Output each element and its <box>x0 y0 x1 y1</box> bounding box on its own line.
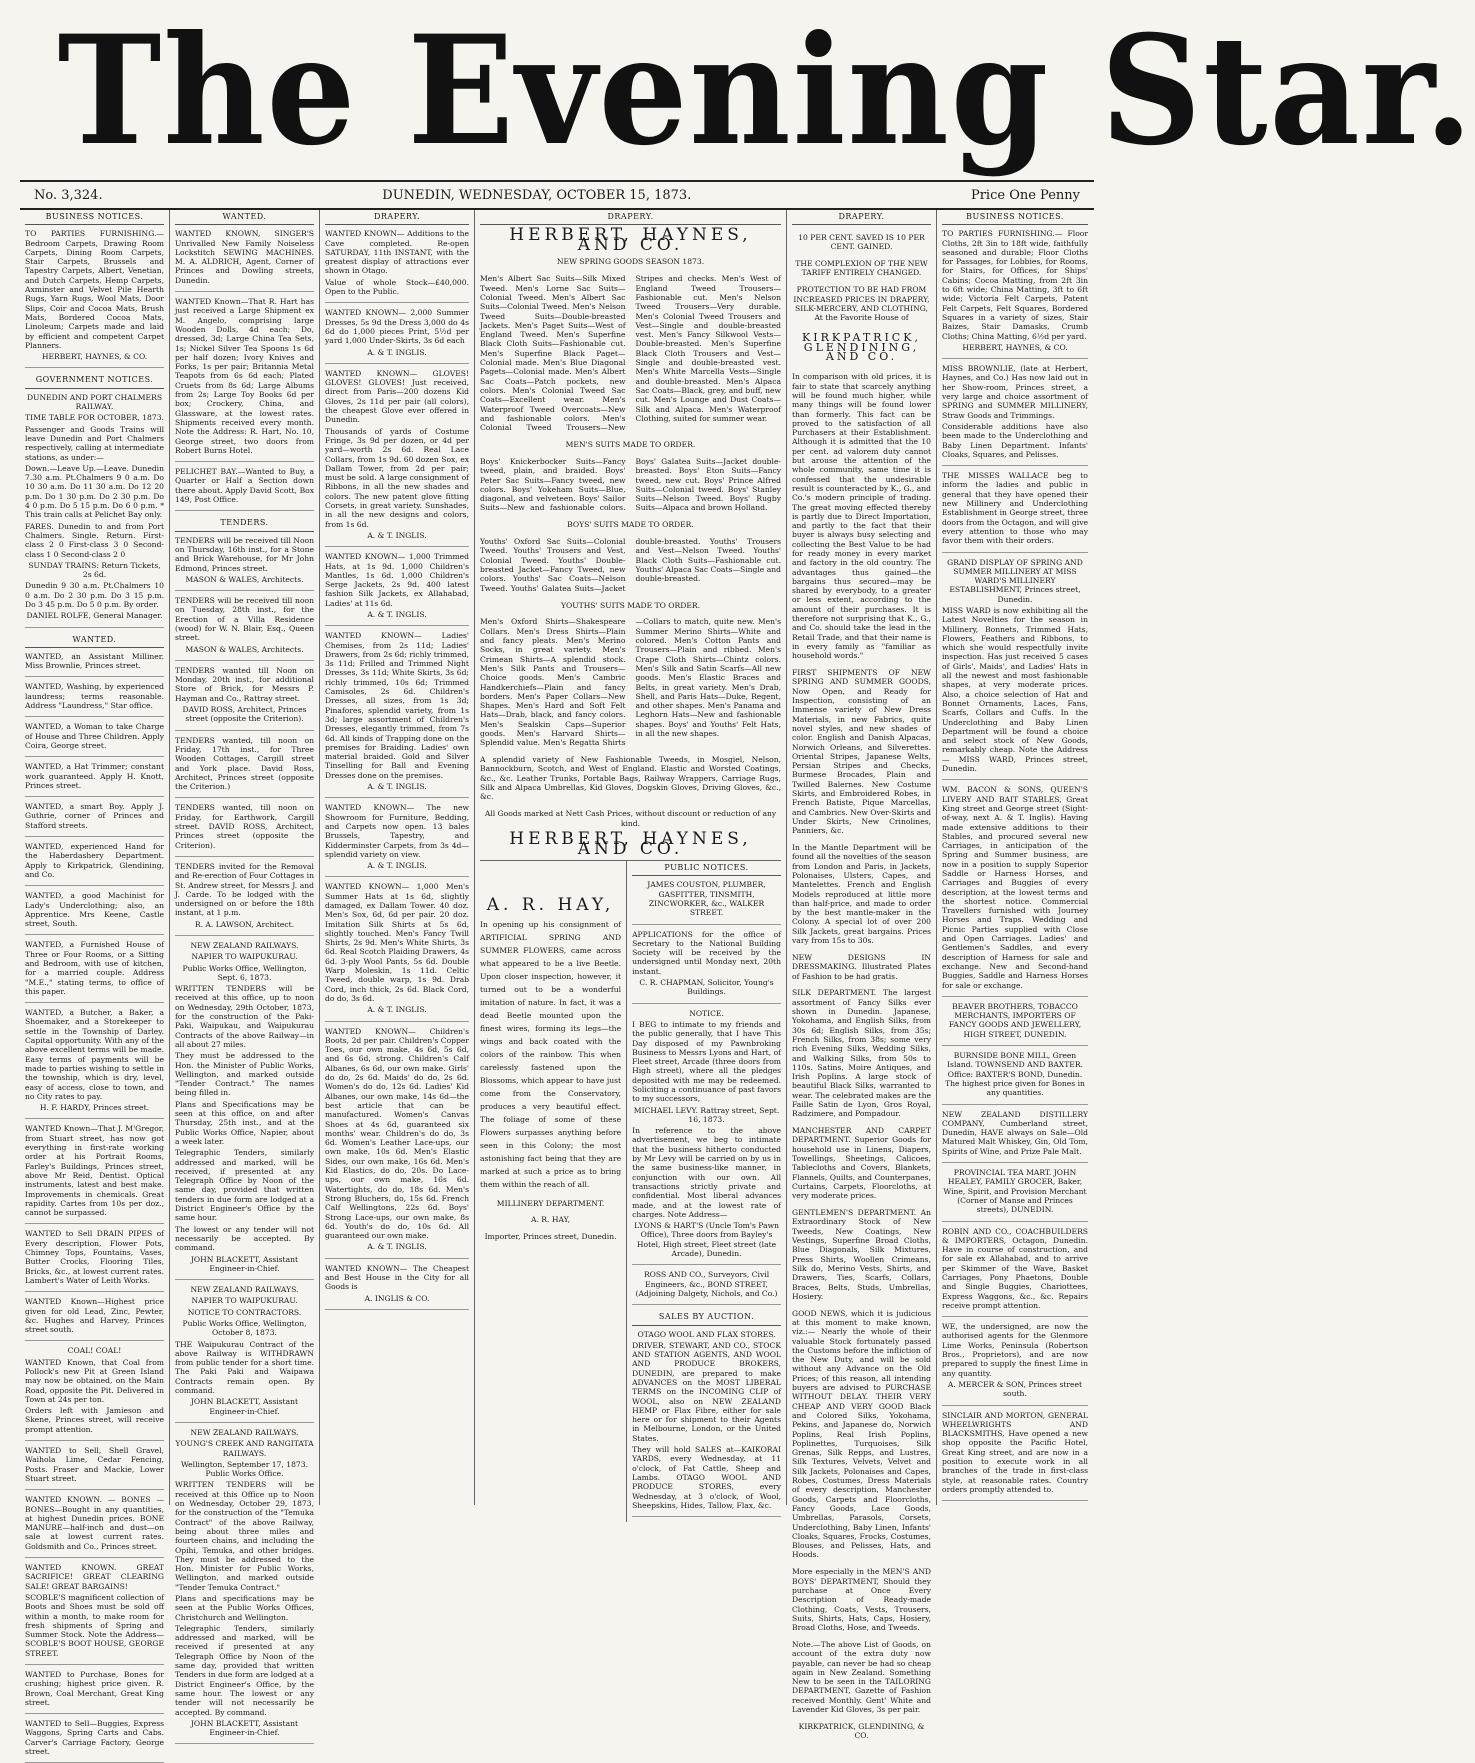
firm-name: HERBERT, HAYNES, AND CO. <box>509 225 752 255</box>
public-notices <box>627 861 781 1522</box>
ad-signature: MICHAEL LEVY. Rattray street, Sept. 16, 1873. <box>633 1105 780 1124</box>
ad-text: WANTED, Washing, by experienced laundress; terms reasonable. Address "Laundress," Star office. <box>25 682 164 711</box>
ad <box>325 552 469 626</box>
ad-text: WANTED, a Woman to take Charge of House and Three Children. Apply Coira, George street. <box>25 722 164 750</box>
masthead <box>20 3 1475 179</box>
ad <box>175 736 314 799</box>
ad-signature: JOHN BLACKETT, Assistant Engineer-in-Chief. <box>190 1254 299 1273</box>
ad-signature: H. F. HARDY, Princes street. <box>39 1103 150 1113</box>
ad <box>25 1124 164 1224</box>
ad-title: DUNEDIN AND PORT CHALMERS RAILWAY. <box>26 392 163 412</box>
section-heading: WANTED. <box>175 210 314 225</box>
ad <box>942 229 1088 359</box>
ad-text: SINCLAIR AND MORTON, GENERAL WHEELWRIGHTS AND BLACKSMITHS, Have opened a new shop opposite the Pacific Hotel, Great King street, and are now in a position to execute work in all branches of the trade in first-class style, at reasonable rates. Country orders promptly attended to. <box>942 1410 1088 1494</box>
lower-split <box>480 860 781 1522</box>
ad-signature: A. & T. INGLIS. <box>367 609 427 619</box>
ad-signature: JOHN BLACKETT, Assistant Engineer-in-Chief. <box>190 1718 299 1738</box>
ad <box>175 229 314 292</box>
ad-title: NOTICE. <box>689 1008 724 1018</box>
ad-text: WRITTEN TENDERS will be received at this office, up to noon on Wednesday, 29th October, 1873, for the construction of the Paki-Paki, Waipukau, and Waipukurau Contracts of the above Railway—in all about 27 miles. <box>175 984 314 1049</box>
ad-text: WANTED KNOWN. GREAT SACRIFICE! GREAT CLEARING SALE! GREAT BARGAINS! <box>25 1563 164 1591</box>
ad-text: TO PARTIES FURNISHING.— Floor Cloths, 2ft 3in to 18ft wide, faithfully seasoned and durable; Floor Cloths for Passages, for Lobbies, for Rooms, for Stairs, for Offices, for Ships' Cabins; Cocoa Matting, from 2ft 3in to 6ft wide; China Matting, 3ft to 6ft wide; Victoria Felt Carpets, Patent Felt Carpets, Felt Squares, Bordered Squares in a variety of sizes, Stair Baizes, Stair Damasks, Crumb Cloths; China Matting, 6½d per yard. <box>942 229 1088 341</box>
ad-text: WANTED Known—Highest price given for old Lead, Zinc, Pewter, &c. Hughes and Harvey, Princes street south. <box>25 1297 164 1335</box>
ad-text: TO PARTIES FURNISHING.— Bedroom Carpets, Drawing Room Carpets, Dining Room Carpets, Stair Carpets, Brussels and Tapestry Carpets, Albert, Venetian, and Dutch Carpets, Hemp Carpets, Axminster and Velvet Pile Hearth Rugs, Yarn Rugs, Wool Mats, Door Slips, Coir and Cocoa Mats, Brush Mats, Bordered Cocoa Mats, Linoleum; Carpets made and laid by efficient and competent Carpet Planners. <box>25 229 164 350</box>
ad-text: FARES. Dunedin to and from Port Chalmers. Single. Return. First-class 2 0 First-class 3 0 Second-class 1 0 Second-class 2 0 <box>25 521 164 559</box>
ad-text: THE Waipukurau Contract of the above Railway is WITHDRAWN from public tender for a short time. The Paki Paki and Waipawa Contracts remain open. By command. <box>175 1339 314 1396</box>
ad-text: WANTED, a Furnished House of Three or Four Rooms, or a Sitting and Bedroom, with use of kitchen, for a married couple. Address "M.E.," stating terms, to office of this paper. <box>25 940 164 996</box>
ad-text: WANTED, a smart Boy. Apply J. Guthrie, corner of Princes and Stafford streets. <box>25 802 164 830</box>
ad-text: Wellington, September 17, 1873. Public Works Office. <box>181 1459 308 1479</box>
ad <box>25 1229 164 1292</box>
ad <box>942 1322 1088 1405</box>
ad-text: Public Works Office, Wellington, October 8, 1873. <box>182 1318 307 1338</box>
ad-text: Dunedin 9 30 a.m. Pt.Chalmers 10 0 a.m. Do 2 30 p.m. Do 3 15 p.m. Do 3 45 p.m. Do 5 0 p.m. By order. <box>25 581 164 609</box>
ad-text: WANTED KNOWN— 1,000 Men's Summer Hats at 1s 6d, slightly damaged, ex Dallam Tower. 40 doz. Men's Sox, 6d, 6d per pair. 20 doz. Imitation Silk Shirts at 5s 6d, slightly touched. Men's Fancy Twill Shirts, 2s 9d. Men's White Shirts, 3s 6d. Real Scotch Plaiding Drawers, 4s 6d. 3-ply Wool Pants, 5s 6d. Double Warp Moleskin, 1s 11d. Celtic Tweed, double warp, 1s 9d. Drab Cord, inch thick, 2s 6d. Black Cord, do do, 3s 6d. <box>325 882 469 1003</box>
ad <box>325 1264 469 1310</box>
ad-text: They will hold SALES at—KAIKORAI YARDS, every Wednesday, at 11 o'clock, of Fat Cattle, Sheep and Lambs. OTAGO WOOL AND PRODUCE STORES, every Wednesday, at 3 o'clock, of Wool, Sheepskins, Hides, Tallow, Flax, &c. <box>632 1445 781 1510</box>
subheading: BOYS' SUITS MADE TO ORDER. <box>567 520 694 530</box>
ad <box>325 369 469 547</box>
ad-title: COAL! COAL! <box>67 1346 122 1356</box>
ad-text: TENDERS invited for the Removal and Re-erection of Four Cottages in St. Andrew street, for Messrs J. and J. Carde. To be lodged with the undersigned on or before the 18th instant, at 1 p.m. <box>175 861 314 918</box>
ad <box>25 229 164 368</box>
ad <box>175 1428 314 1745</box>
ad-text: FIRST SHIPMENTS OF NEW SPRING AND SUMMER GOODS, Now Open, and Ready for Inspection, consisting of an Immense variety of New Dress Materials, in new Fabrics, quite novel styles, and new shades of color. English and Danish Alpacas, Norwich Orleans, and Silverettes. Oriental Stripes, Japanese Welts, Persian Stripes and Checks, Burmese Brocades, Plain and Twilled Balernes. New Costume Skirts, and Embroidered Robes, in French Batiste, Pique Marcellas, and Cambrics. New Over-Skirts and Under Skirts, New Crinolines, Panniers, &c. <box>792 668 931 836</box>
hay-title: A. R. HAY, <box>486 895 615 916</box>
ad-text: In reference to the above advertisement, we beg to intimate that the business hitherto conducted by Mr Levy will be carried on by us in the same business-like manner, in conjunction with our own. All transactions strictly private and confidential. Most liberal advances made, and at the lowest rate of charges. Note Address— <box>632 1126 781 1219</box>
ad-text: WANTED KNOWN— Additions to the Cave completed. Re-open SATURDAY, 11th INSTANT, with the greatest display of attractions ever shown in Otago. <box>325 229 469 276</box>
section-heading: WANTED. <box>25 633 164 648</box>
ad-text: Value of whole Stock—£40,000. Open to the Public. <box>325 277 469 297</box>
column-wanted-tenders <box>170 210 320 1738</box>
ad-text: MANCHESTER AND CARPET DEPARTMENT. Superior Goods for household use in Linens, Diapers, Towellings, Sheetings, Calicoes, Tablecloths and Covers, Blankets, Flannels, Quilts, and Counterpanes, Curtains, Carpets, Floorcloths, at very moderate prices. <box>792 1126 931 1201</box>
hay-ad <box>480 861 627 1522</box>
ad-text: WANTED KNOWN— Ladies' Chemises, from 2s 11d; Ladies' Drawers, from 2s 6d; richly trimmed, 3s 11d; Frilled and Trimmed Night Dresses, 3s 11d; White Skirts, 3s 6d; richly trimmed, 10s 6d; Trimmed Camisoles, 2s 6d. Children's Dresses, all sizes, from 1s 3d; Pinafores, splendid variety, from 1s 3d; large assortment of Children's Dresses, elegantly trimmed, from 7s 6d. All kinds of Trapping done on the premises for Braiding. Ladies' own material braided. Gold and Silver Tinselling for Ball and Evening Dresses done on the premises. <box>325 631 469 780</box>
ad-text: They must be addressed to the Hon. the Minister of Public Works, Wellington, and marked outside "Tender Contract." The names being filled in. <box>175 1051 314 1098</box>
ad <box>632 1009 781 1266</box>
ad <box>325 1027 469 1259</box>
ad-text: WM. BACON & SONS, QUEEN'S LIVERY AND BAIT STABLES, Great King street and George street (Sight-of-way, next A. & T. Inglis). Having made extensive additions to their Stables, and procured several new Carriages, in anticipation of the Spring and Summer business, are now in a position to supply Superior Saddle or Harness Horses, and Carriages and Buggies of every description, at the lowest terms and the shortest notice. Commercial Travellers furnished with Journey Horses and Traps. Wedding and Picnic Parties supplied with Close and Open Carriages. Ladies' and Gentlemen's Saddles, and every description of Harness for sale and exchange. New and Second-hand Buggies, Saddle and Harness Horses for sale or exchange. <box>942 785 1088 990</box>
section-heading: DRAPERY. <box>480 210 781 225</box>
ad <box>25 1719 164 1763</box>
ad <box>325 308 469 363</box>
ad <box>175 803 314 856</box>
ad-signature: MASON & WALES, Architects. <box>185 644 304 654</box>
issue-number: No. 3,324. <box>34 187 103 203</box>
subheading: MEN'S SUITS MADE TO ORDER. <box>565 440 696 450</box>
mens-list: Men's Albert Sac Suits—Silk Mixed Tweed. Men's Lorne Sac Suits—Colonial Tweed. Men's Albert Sac Suits—Colonial Tweed. Men's Nelson Tweed Suits—Double-breasted Jackets. Men's Paget Suits—West of England Tweed. Men's Superfine Black Cloth Suits—Fashionable cut. Men's Superfine Black Paget—Colonial made. Men's Blue Diagonal Pagets—Colonial made. Men's Albert Sac Coats—Patch pockets, new colors. Men's Colonial Tweed Sac Coats—Excellent wear. Men's Waterproof Tweed Overcoats—New and fashionable colors. Men's Colonial Tweed Trousers—New Stripes and checks. Men's West of England Tweed Trousers—Fashionable cut. Men's Nelson Tweed Trousers—Very durable. Men's Colonial Tweed Trousers and Vest—Single and double-breasted vest. Men's Fancy Silkwool Vests—Double-breasted. Men's Superfine Black Cloth Trousers and Vest—Single and double-breasted vest. Men's White Marcella Vests—Single and double-breasted. Men's Alpaca Sac Coats—Black, grey, and buff, new cut. Men's Lounge and Dust Coats—Silk and Alpaca. Men's Waterproof Clothing, suited for summer wear. <box>480 274 781 433</box>
ad-text: Down.—Leave Up.—Leave. Dunedin 7.30 a.m. Pt.Chalmers 9 0 a.m. Do 10 30 a.m. Do 11 30 a.m. Do 12 20 p.m. Do 1 30 p.m. Do 2 30 p.m. Do 4 0 p.m. Do 5 15 p.m. Do 6 0 p.m. * This train calls at Pelichet Bay only. <box>25 463 164 520</box>
ad <box>25 1297 164 1341</box>
ad-signature: A. & T. INGLIS. <box>367 1005 427 1015</box>
hay-text: In opening up his consignment of ARTIFICIAL SPRING AND SUMMER FLOWERS, came across what appeared to be a live Beetle. Upon closer inspection, however, it turned out to be a wonderful imitation of nature. In fact, it was a dead Beetle mounted upon the finest wires, forming its legs—the wings and back coated with the colors of the rainbow. This when carelessly fastened upon the Blossoms, which appear to have just come from the Conservatory, produces a very beautiful effect. The foliage of some of these Flowers surpasses anything before seen in this Colony; the most astonishing fact being that they are marked at such a price as to bring them within the reach of all. <box>480 919 622 1189</box>
ad <box>175 467 314 511</box>
ad <box>632 880 781 924</box>
ad <box>25 891 164 935</box>
ad-text: JAMES COUSTON, PLUMBER, GASFITTER, TINSMITH, ZINCWORKER, &c., WALKER STREET. <box>647 880 766 918</box>
section-heading: TENDERS. <box>175 516 314 531</box>
ad-text: WANTED, an Assistant Milliner. Miss Brownlie, Princes street. <box>25 651 164 671</box>
column-drapery-kirkpatrick <box>787 210 937 1741</box>
ad-text: Telegraphic Tenders, similarly addressed and marked, will be received if presented at any Telegraph Office by Noon of the same day, provided that written Tenders in due form are lodged at a District Engineer's Office, by the same hour. The lowest or any tender will not necessarily be accepted. By command. <box>175 1623 314 1717</box>
ad <box>25 842 164 886</box>
ad <box>325 631 469 798</box>
hay-addr: Importer, Princes street, Dunedin. <box>484 1232 617 1242</box>
ad-text: Telegraphic Tenders, similarly addressed and marked, will be received, if presented at any Telegraph Office by Noon of the same day, provided that written tenders in due form are lodged at a District Engineer's Office by the same hour. <box>175 1148 314 1223</box>
firm-name: KIRKPATRICK, GLENDINING, AND CO. <box>802 331 921 364</box>
ad-text: Note.—The above List of Goods, on account of the extra duty now payable, can never be had so cheap again in New Zealand. Something New to be seen in the TAILORING DEPARTMENT, Gazette of Fashion received Monthly. Gent' White and Lavender Kid Gloves, 3s per pair. <box>792 1639 931 1715</box>
ad-text: NEW ZEALAND DISTILLERY COMPANY, Cumberland street, Dunedin, HAVE always on Sale—Old Matured Malt Whiskey, Gin, Old Tom, Spirits of Wine, and Prize Pale Malt. <box>942 1109 1088 1156</box>
ad-text: BEAVER BROTHERS, TOBACCO MERCHANTS, IMPORTERS OF FANCY GOODS AND JEWELLERY, HIGH STREET, DUNEDIN. <box>948 1001 1082 1039</box>
ad <box>175 1285 314 1423</box>
railway-timetable <box>25 393 164 628</box>
ad <box>25 682 164 717</box>
ad <box>942 1002 1088 1046</box>
ad-text: SUNDAY TRAINS: Return Tickets, 2s 6d. <box>28 560 161 580</box>
ad-signature: A. & T. INGLIS. <box>367 530 427 540</box>
section-heading: DRAPERY. <box>792 210 931 225</box>
ad-title: OTAGO WOOL AND FLAX STORES. <box>637 1329 776 1339</box>
ad <box>942 1110 1088 1163</box>
ad-signature: A. & T. INGLIS. <box>367 1242 427 1252</box>
ad-text: WANTED to Sell, Shell Gravel, Waihola Lime, Cedar Fencing, Posts. Fraser and Mackie, Lower Stuart street. <box>25 1446 164 1483</box>
ad <box>25 762 164 797</box>
section-heading: GOVERNMENT NOTICES. <box>25 373 164 388</box>
column-business-notices-right <box>937 210 1093 1505</box>
ad-subtitle: NAPIER TO WAIPUKURAU. <box>191 1296 298 1306</box>
ad-signature: JOHN BLACKETT, Assistant Engineer-in-Chief. <box>190 1397 299 1416</box>
ad-signature: MASON & WALES, Architects. <box>185 574 304 584</box>
ad-text: THE MISSES WALLACE beg to inform the ladies and public in general that they have opened their new Millinery and Underclothing Establishment in George street, three doors from the Octagon, and will give every attention to those who may favor them with their orders. <box>942 471 1088 546</box>
section-heading: DRAPERY. <box>325 210 469 225</box>
ad-text: ROSS AND CO., Surveyors, Civil Engineers, &c., BOND STREET, (Adjoining Dalgety, Nichols, and Co.) <box>635 1270 778 1298</box>
ad-text: PROVINCIAL TEA MART. JOHN HEALEY, FAMILY GROCER, Baker, Wine, Spirit, and Provision Merchant (Corner of Manse and Princes streets), DUNEDIN. <box>943 1168 1087 1215</box>
ad-text: 10 PER CENT. SAVED IS 10 PER CENT. GAINED. <box>798 232 925 252</box>
ad <box>175 862 314 936</box>
tweeds-text: A splendid variety of New Fashionable Tweeds, in Mosgiel, Nelson, Bannockburn, Scotch, and West of England. Elastic and Worsted Coatings, &c., &c. Leather Trunks, Portable Bags, Railway Wrappers, Carriage Rugs, Silk and Alpaca Umbrellas, Kid Gloves, Dogskin Gloves, Driving Gloves, &c., &c. <box>480 755 781 802</box>
ad-title: NEW ZEALAND RAILWAYS. <box>190 1427 299 1437</box>
ad-text: WANTED KNOWN— 1,000 Trimmed Hats, at 1s 9d. 1,000 Children's Mantles, 1s 6d. 1,000 Children's Serge Jackets, 2s 9d. 400 latest fashion Silk Jackets, ex Allahabad, Ladies' at 11s 6d. <box>325 552 469 608</box>
price: Price One Penny <box>970 187 1080 203</box>
ad-text: MISS WARD is now exhibiting all the Latest Novelties for the season in Millinery, Bonnets, Trimmed Hats, Flowers, Feathers and Ribbons, to which she would respectfully invite inspection. Has just received 5 cases of Girls', Maids', and Ladies' Hats in all the newest and most fashionable shapes, at very moderate prices. Also, a choice selection of Hat and Bonnet Ornaments, Laces, Fans, Scarfs, Collars and Cuffs. In the Underclothing and Baby Linen Department will be found a choice and select stock of New Goods, remarkably cheap. Note the Address— MISS WARD, Princes street, Dunedin. <box>942 605 1088 774</box>
ad-text: WANTED Known—That J. M'Gregor, from Stuart street, has now got everything in first-rate working order at his Portrait Rooms, Farley's Buildings, Princes street, above Mr Reid, Dentist. Optical instruments, latest and best make. Improvements in chemicals. Great rapidity. Cartes from 10s per doz., cannot be surpassed. <box>25 1124 164 1218</box>
ad-text: WANTED KNOWN— The Cheapest and Best House in the City for all Goods is <box>325 1263 469 1292</box>
ad-text: ROBIN AND CO., COACHBUILDERS & IMPORTERS, Octagon, Dunedin. Have in course of construction, and for sale ex Allahabad, and to arrive per Skimmer of the Wave, Basket Carriages, Pony Phaetons, Double and Single Buggies, Chariottees, Express Waggons, &c., &c. Repairs receive prompt attention. <box>942 1226 1088 1310</box>
ad-text: TENDERS wanted, till noon on Friday, for Earthwork, Cargill street. DAVID ROSS, Architect, Princes street (opposite the Criterion). <box>175 803 314 850</box>
ad-title: NEW ZEALAND RAILWAYS. <box>190 941 299 950</box>
ad-text: WANTED KNOWN— The new Showroom for Furniture, Bedding, and Carpets now open. 13 bales Brussels, Tapestry, and Kidderminster Carpets, from 3s 4d—splendid variety on view. <box>325 803 469 859</box>
ad <box>632 1330 781 1518</box>
column-business-notices <box>20 210 170 1757</box>
ad-text: WANTED KNOWN— 2,000 Summer Dresses, 5s 9d the Dress 3,000 do 4s 6d do 1,000 pieces Print, 5½d per yard 1,000 Under-Skirts, 3s 6d each <box>325 308 469 346</box>
column-drapery-inglis <box>320 210 475 1505</box>
ad <box>942 1168 1088 1221</box>
ad-signature: R. A. LAWSON, Architect. <box>194 919 295 929</box>
section-heading: BUSINESS NOTICES. <box>25 210 164 225</box>
ad-text: WANTED KNOWN, SINGER'S Unrivalled New Family Noiseless Lockstitch SEWING MACHINES. M. A. ALDRICH, Agent, Corner of Princes and Dowling streets, Dunedin. <box>175 229 314 285</box>
ad-text: WANTED, a Hat Trimmer; constant work guaranteed. Apply H. Knott, Princes street. <box>25 762 164 790</box>
ad-text: PROTECTION TO BE HAD FROM INCREASED PRICES IN DRAPERY, SILK-MERCERY, AND CLOTHING, At the Favorite House of <box>793 285 930 323</box>
ad-signature: A. & T. INGLIS. <box>367 782 427 792</box>
ad-text: APPLICATIONS for the office of Secretary to the National Building Society will be received by the undersigned until Monday next, 20th instant. <box>632 929 781 976</box>
ad-text: WANTED KNOWN. — BONES — BONES—Bought in any quantities, at highest Dunedin prices. BONE MANURE—half-inch and dust—on sale at lowest current rates. Goldsmith and Co., Princes street. <box>25 1495 164 1551</box>
ad <box>25 1346 164 1441</box>
ad <box>25 1495 164 1558</box>
ad-signature: A. & T. INGLIS. <box>367 861 427 871</box>
ad <box>942 1051 1088 1104</box>
ad-text: More especially in the MEN'S AND BOYS' DEPARTMENT, Should they purchase at Once Every Description of Ready-made Clothing, Coats, Vests, Trousers, Suits, Shirts, Hats, Caps, Hosiery, Broad Cloths, Hose, and Tweeds. <box>792 1567 931 1633</box>
ad-text: I BEG to intimate to my friends and the public generally, that I have This Day disposed of my Pawnbroking Business to Messrs Lyons and Hart, of Fleet street, Arcade (three doors from High street), where all the pledges deposited with me may be redeemed. Soliciting a continuance of past favors to my successors, <box>632 1019 781 1104</box>
ad-text: Considerable additions have also been made to the Underclothing and Baby Linen Department. Infants' Cloaks, Squares, and Pelisses. <box>942 421 1088 459</box>
ad-text: WANTED Known—That R. Hart has just received a Large Shipment ex M. Angelo, comprising large Wooden Dolls, 4d each; Do, dressed, 3d; Large China Tea Sets, 1s; Nickel Silver Tea Spoons 1s 6d per half dozen; Ivory Knives and Forks, 1s per pair; Britannia Metal Teapots from 6s 6d each; Plated Cruets from 8s 6d; Large Albums from 2s; Large Toy Books 6d per box; Crockery, China, and Glassware, at the lowest rates. Shipments received every month. Note the Address: R. Hart, No. 10, George street, two doors from Robert Burns Hotel. <box>175 297 314 455</box>
ad-text: GENTLEMEN'S DEPARTMENT. An Extraordinary Stock of New Tweeds, New Coatings, New Vestings, Superfine Broad Cloths, Blue Diagonals, Silk Mixtures, Press Shirts, Woollen Crimeans, Silk do, Merino Vests, Shirts, and Drawers, Ties, Scarfs, Collars, Braces, Belts, Studs, Umbrellas, Hosiery. <box>792 1208 931 1301</box>
ad-signature: DANIEL ROLFE, General Manager. <box>26 611 163 621</box>
ad <box>175 666 314 731</box>
section-heading: BUSINESS NOTICES. <box>942 210 1088 225</box>
ad-text: NEW DESIGNS IN DRESSMAKING. Illustrated Plates of Fashion to be had gratis. <box>792 952 931 981</box>
boys-list: Boys' Knickerbocker Suits—Fancy tweed, plain, and braided. Boys' Peter Sac Suits—Fancy tweed, new colors. Boys' Yokeham Suits—Blue, diagonal, and velveteen. Boys' Sailor Suits—New and fashionable colors. Boys' Galatea Suits—Jacket double-breasted. Boys' Eton Suits—Fancy tweed, new cut. Boys' Prince Alfred Suits—Colonial tweed. Boys' Stanley Suits—Nelson Tweed. Boys' Rugby Suits—Alpaca and brown Holland. <box>480 456 781 513</box>
ad-text: In the Mantle Department will be found all the novelties of the season from London and Paris, in Jackets, Polonaises, Ulsters, Capes, and Mantelettes. French and English Models reproduced at little more than half-price, and made to order by the best mantle-maker in the Colony. A special lot of over 200 Silk Jackets, great bargains. Prices vary from 15s to 30s. <box>792 843 931 946</box>
hay-sign: A. R. HAY, <box>530 1215 571 1225</box>
ad <box>942 364 1088 466</box>
ad-text: WANTED KNOWN— GLOVES! GLOVES! GLOVES! Just received, direct from Paris—200 dozens Kid Gloves, 2s 11d per pair (all colors), the cheapest Glove ever offered in Dunedin. <box>325 368 469 425</box>
ad <box>175 297 314 462</box>
ad-subtitle: YOUNG'S CREEK AND RANGITATA RAILWAYS. <box>175 1439 314 1458</box>
columns <box>20 210 1094 1757</box>
ad-text: THE COMPLEXION OF THE NEW TARIFF ENTIRELY CHANGED. <box>795 259 928 278</box>
subheading: YOUTHS' SUITS MADE TO ORDER. <box>560 600 701 610</box>
ad-signature: A. & T. INGLIS. <box>367 347 427 357</box>
ad-signature: A. INGLIS & CO. <box>364 1293 430 1303</box>
ad-text: In comparison with old prices, it is fair to state that scarcely anything will be found much higher, while many things will be found lower than formerly. This fact can be proved to the satisfaction of all Purchasers at their Establishment. Although it is admitted that the 10 per cent. ad valorem duty cannot but arouse the attention of the whole community, same time it is confessed that the undesirable result is counteracted by K., G., and Co.'s modern principle of trading. The great moving effected thereby is partly due to Direct Importation, and partly to the fact that their buyer is always busy selecting and collecting the Best Value to be had for ready money in every market and factory in the old country. The advantages thus gained—the bargains thus secured—may be shared by everybody, to a greater or less extent, according to the amount of their purchases. It is therefore not surprising that K., G., and Co. should take the lead in the Retail Trade, and that their name is in every family as "familiar as household words." <box>792 372 931 661</box>
ad <box>175 596 314 661</box>
ad <box>25 802 164 837</box>
ad-text: WRITTEN TENDERS will be received at this Office up to Noon on Wednesday, October 29, 1873, for the construction of the "Temuka Contract" of the above Railway, being about three miles and fourteen chains, and including the Opihi, Temuka, and other bridges. They must be addressed to the Hon. Minister for Public Works, Wellington, and marked outside "Tender Temuka Contract." <box>175 1480 314 1592</box>
ad-text: WANTED, a good Machinist for Lady's Underclothing; also, an Apprentice. Mrs Keene, Castle street, South. <box>25 891 164 929</box>
ad-text: Plans and specifications may be seen at the Public Works Offices, Christchurch and Wellington. <box>175 1594 314 1622</box>
ad-text: SCOBLE'S magnificent collection of Boots and Shoes must be sold off within a month, to make room for fresh shipments of Spring and Summer Stock. Note the Address— SCOBLE'S BOOT HOUSE, GEORGE STREET. <box>25 1592 164 1658</box>
ad <box>942 785 1088 997</box>
ad-text: WANTED KNOWN— Children's Boots, 2d per pair. Children's Copper Toes, our own make, 4s 6d, 5s 6d, and 6s 6d, strong. Children's Calf Albanes, 6s 6d, our own make. Girls' do do, 2s 6d. Maids' do do, 2s 6d. Women's do do, 12s 6d. Ladies' Kid Albanes, our own make, 14s 6d—the best article that can be manufactured. Women's Canvas Shoes at 4s 6d, guaranteed six months' wear. Children's do do, 3s 6d. Women's Leather Lace-ups, our own make, 10s 6d. Men's Elastic Sides, our own make, 16s 6d. Men's Kid Elastics, do do, 20s. Do Lace-ups, our own make, 16s 6d. Watertights, do do, 18s 6d. Men's Strong Bluchers, do, 15s 6d. French Calf Wellingtons, 22s 6d. Boys' Strong Lace-ups, our own make, 8s 6d. Youth's do do, 10s 6d. All guaranteed our own make. <box>325 1026 469 1241</box>
shirts-list: Men's Oxford Shirts—Shakespeare Collars. Men's Dress Shirts—Plain and fancy pleats. Men's Merino Socks, in great variety. Men's Crimean Shirts—A splendid stock. Men's Silk Pants and Trousers—Choice goods. Men's Cambric Handkerchiefs—Plain and fancy borders. Men's Paper Collars—New Shapes. Men's Hard and Soft Felt Hats—Drab, black, and fancy colors. Men's Sealskin Caps—Superior goods. Men's Harvard Shirts—Splendid value. Men's Regatta Shirts—Collars to match, quite new. Men's Summer Merino Shirts—White and colored. Men's Cotton Pants and Trousers—Plain and ribbed. Men's Crape Cloth Shirts—Chintz colors. Men's Silk and Satin Scarfs—All new goods. Men's Elastic Braces and Belts, in great variety. Men's Drab, Shell, and Paris Hats—Duke, Regent, and other shapes. Men's Panama and Leghorn Hats—New and fashionable shapes. Boys' and Youths' Felt Hats, in all the new shapes. <box>480 617 781 748</box>
section-heading: SALES BY AUCTION. <box>632 1310 781 1325</box>
ad-subtitle: NAPIER TO WAIPUKURAU. <box>191 952 298 962</box>
ad-signature: HERBERT, HAYNES, & CO. <box>962 342 1068 352</box>
ad <box>325 229 469 303</box>
ad <box>942 1411 1088 1502</box>
ad <box>175 941 314 1280</box>
ad <box>632 930 781 1004</box>
ad-text: SILK DEPARTMENT. The largest assortment of Fancy Silks ever shown in Dunedin. Japanese, Yokohama, and English Silks, from 30s 6d; English Silks, from 35s; French Silks, from 38s; some very rich Evening Silks, Wedding Silks, and Walking Silks, from 50s to 110s. Satins, Moire Antiques, and Irish Poplins. A large stock of beautiful Black Silks, warranted to wear. The celebrated makes are the Faille Satin de Lyon, Gros Royal, Radzimere, and Pompadour. <box>792 988 931 1119</box>
ad-subtitle: TIME TABLE FOR OCTOBER, 1873. <box>25 413 164 423</box>
ad-text: WANTED, a Butcher, a Baker, a Shoemaker, and a Storekeeper to settle in the Township of Darley. Capital opportunity. With any of the above excellent terms will be made. Easy terms of payments will be made to parties wishing to settle in the township, which is dry, level, easy of access, close to town, and no City rates to pay. <box>25 1008 164 1101</box>
ad-text: WANTED to Sell—Buggies, Express Waggons, Spring Carts and Cabs. Carver's Carriage Factory, George street. <box>25 1719 164 1757</box>
ad-text: TENDERS will be received till noon on Tuesday, 28th inst., for the Erection of a Villa Residence (wood) for W. N. Blair, Esq., Queen street. <box>175 596 314 643</box>
ad-text: WANTED Known, that Coal from Pollock's new Pit at Green Island may now be obtained, on the Main Road, opposite the Pit. Delivered in Town at 24s per ton. <box>25 1357 164 1404</box>
ad-signature: C. R. CHAPMAN, Solicitor, Young's Buildings. <box>639 978 774 997</box>
newspaper-title: The Evening Star. <box>57 3 1475 179</box>
ad-subtitle: NOTICE TO CONTRACTORS. <box>187 1307 302 1317</box>
ad-text: Passenger and Goods Trains will leave Dunedin and Port Chalmers respectively, calling at intermediate stations, as under:— <box>25 424 164 462</box>
ad <box>25 940 164 1003</box>
ad-text: WANTED, experienced Hand for the Haberdashery Department. Apply to Kirkpatrick, Glendining, and Co. <box>25 842 164 879</box>
hay-dept: MILLINERY DEPARTMENT. <box>496 1198 605 1208</box>
ad-text: WE, the undersigned, are now the authorised agents for the Glenmore Lime Works, Peninsula (Robertson Bros., Proprietors), and are now prepared to supply the finest Lime in any quantity. <box>942 1322 1088 1378</box>
ad-text: Public Works Office, Wellington, Sept. 6, 1873. <box>182 963 307 982</box>
ad <box>25 1008 164 1119</box>
ad-text: TENDERS wanted, till noon on Friday, 17th inst., for Three Wooden Cottages, Cargill street and York place. David Ross, Architect, Princes street (opposite the Criterion.) <box>175 735 314 792</box>
place-date: DUNEDIN, WEDNESDAY, OCTOBER 15, 1873. <box>382 187 692 203</box>
ad <box>942 1227 1088 1318</box>
ad-text: Orders left with Jamieson and Skene, Princes street, will receive prompt attention. <box>25 1406 164 1434</box>
ad-signature: LYONS & HART'S (Uncle Tom's Pawn Office), Three doors from Bayley's Hotel, High street, Fleet street (late Arcade), Dunedin. <box>634 1221 779 1259</box>
ad <box>25 1446 164 1490</box>
ad-signature: DAVID ROSS, Architect, Princes street (opposite the Criterion). <box>182 705 307 724</box>
ad-text: PELICHET BAY.—Wanted to Buy, a Quarter or Half a Section down there about. Apply David Scott, Box 149, Post Office. <box>175 467 314 505</box>
youths-list: Youths' Oxford Sac Suits—Colonial Tweed. Youths' Trousers and Vest, Colonial Tweed. Youths' Double-breasted Jacket—Fancy Tweed, new colors. Youths' Sac Coats—Nelson Tweed. Youths' Galatea Suits—Jacket double-breasted. Youths' Trousers and Vest—Nelson Tweed. Youths' Black Cloth Suits—Fashionable cut. Youths' Alpaca Sac Coats—Single and double-breasted. <box>480 537 781 593</box>
ad <box>325 882 469 1021</box>
ad <box>942 471 1088 552</box>
ad-text: WANTED to Sell DRAIN PIPES of Every description, Flower Pots, Chimney Tops, Fountains, Vases, Butter Crocks, Flooring Tiles, Bricks, &c., at lowest current rates. Lambert's Water of Leith Works. <box>25 1229 164 1285</box>
ad-text: MISS BROWNLIE, (late at Herbert, Haynes, and Co.) Has now laid out in her Show-room, Princes street, a very large and choice assortment of SPRING and SUMMER MILLINERY, Straw Goods and Trimmings. <box>942 364 1088 420</box>
ad-title: NEW ZEALAND RAILWAYS. <box>190 1285 299 1295</box>
ad <box>325 803 469 877</box>
ad <box>25 722 164 757</box>
ad <box>25 1670 164 1714</box>
ad-text: The lowest or any tender will not necessarily be accepted. By command. <box>175 1224 314 1253</box>
ad-signature: HERBERT, HAYNES, & CO. <box>41 352 148 362</box>
dateline <box>20 180 1094 210</box>
ad-text: DRIVER, STEWART, AND CO., STOCK AND STATION AGENTS, AND WOOL AND PRODUCE BROKERS, DUNEDIN, are prepared to make ADVANCES on the MOST LIBERAL TERMS on the INCOMING CLIP of WOOL, also on NEW ZEALAND HEMP or Flax Fibre, either for sale here or for shipment to their Agents in Melbourne, London, or the United States. <box>632 1340 781 1443</box>
column-drapery-herbert <box>475 210 787 1510</box>
ad-signature: A. MERCER & SON, Princes street south. <box>947 1379 1083 1399</box>
ad-text: GOOD NEWS, which it is judicious at this moment to make known, viz.:— Nearly the whole of their valuable Stock fortunately passed the Customs before the infliction of the New Duty, and will be sold without any Advance on the Old Prices; of this reason, all intending buyers are advised to PURCHASE WITHOUT DELAY. THEIR VERY CHEAP AND VERY GOOD Black and Colored Silks, Yokohama, Pekins, and Japanese do, Norwich Poplins, Real Irish Poplins, Poplinettes, Turquoises, Silk Grenas, Silk Repps, and Lustres, Silk Textures, Velvets, Velvet and Silk Jackets, Polonaises and Capes, Robes, Costumes, Dress Materials of every description, Manchester Goods, Carpets and Floorcloths, Fancy Goods, Lace Goods, Umbrellas, Parasols, Corsets, Underclothing, Baby Linen, Infants' Cloaks, Squares, Frocks, Costumes, Blouses, and Pelisses, Hats, and Hoods. <box>792 1308 931 1560</box>
ad <box>25 1563 164 1665</box>
ad <box>25 652 164 678</box>
firm-name: HERBERT, HAYNES, AND CO. <box>509 829 752 859</box>
ad-text: GRAND DISPLAY OF SPRING AND SUMMER MILLINERY AT MISS WARD'S MILLINERY ESTABLISHMENT, Princes street, Dunedin. <box>947 557 1083 604</box>
ad-text: BURNSIDE BONE MILL, Green Island. TOWNSEND AND BAXTER. Office: BAXTER'S BOND, Dunedin. The highest price given for Bones in any quantities. <box>945 1051 1085 1098</box>
season-heading: NEW SPRING GOODS SEASON 1873. <box>556 257 705 267</box>
ad-signature: KIRKPATRICK, GLENDINING, & CO. <box>798 1721 925 1741</box>
ad-text: TENDERS will be received till Noon on Thursday, 16th inst., for a Stone and Brick Warehouse, for Mr John Edmond, Princes street. <box>175 535 314 573</box>
ad <box>632 1270 781 1305</box>
ad-text: Plans and Specifications may be seen at this office, on and after Thursday, 25th inst., and at the Public Works Office, Napier, about a week later. <box>175 1099 314 1146</box>
ad <box>942 558 1088 781</box>
ad-text: WANTED to Purchase, Bones for crushing; highest price given. R. Brown, Coal Merchant, Great King street. <box>25 1670 164 1707</box>
ad-text: Thousands of yards of Costume Fringe, 3s 9d per dozen, or 4d per yard—worth 2s 6d. Real Lace Collars, from 1s 9d. 60 dozen Sox, ex Dallam Tower, from 2d per pair; must be sold. A large consignment of Ribbons, in all the new shades and colors. The new patent glove fitting Corsets, in great variety. Sunshades, in all the new designs and colors, from 1s 6d. <box>325 426 469 529</box>
ad-text: TENDERS wanted till Noon on Monday, 20th inst., for additional Store of Brick, for Messrs P. Hayman and Co., Rattray street. <box>175 665 314 703</box>
ad <box>175 536 314 591</box>
section-heading: PUBLIC NOTICES. <box>632 861 781 876</box>
nett-text: All Goods marked at Nett Cash Prices, without discount or reduction of any kind. <box>484 809 777 828</box>
